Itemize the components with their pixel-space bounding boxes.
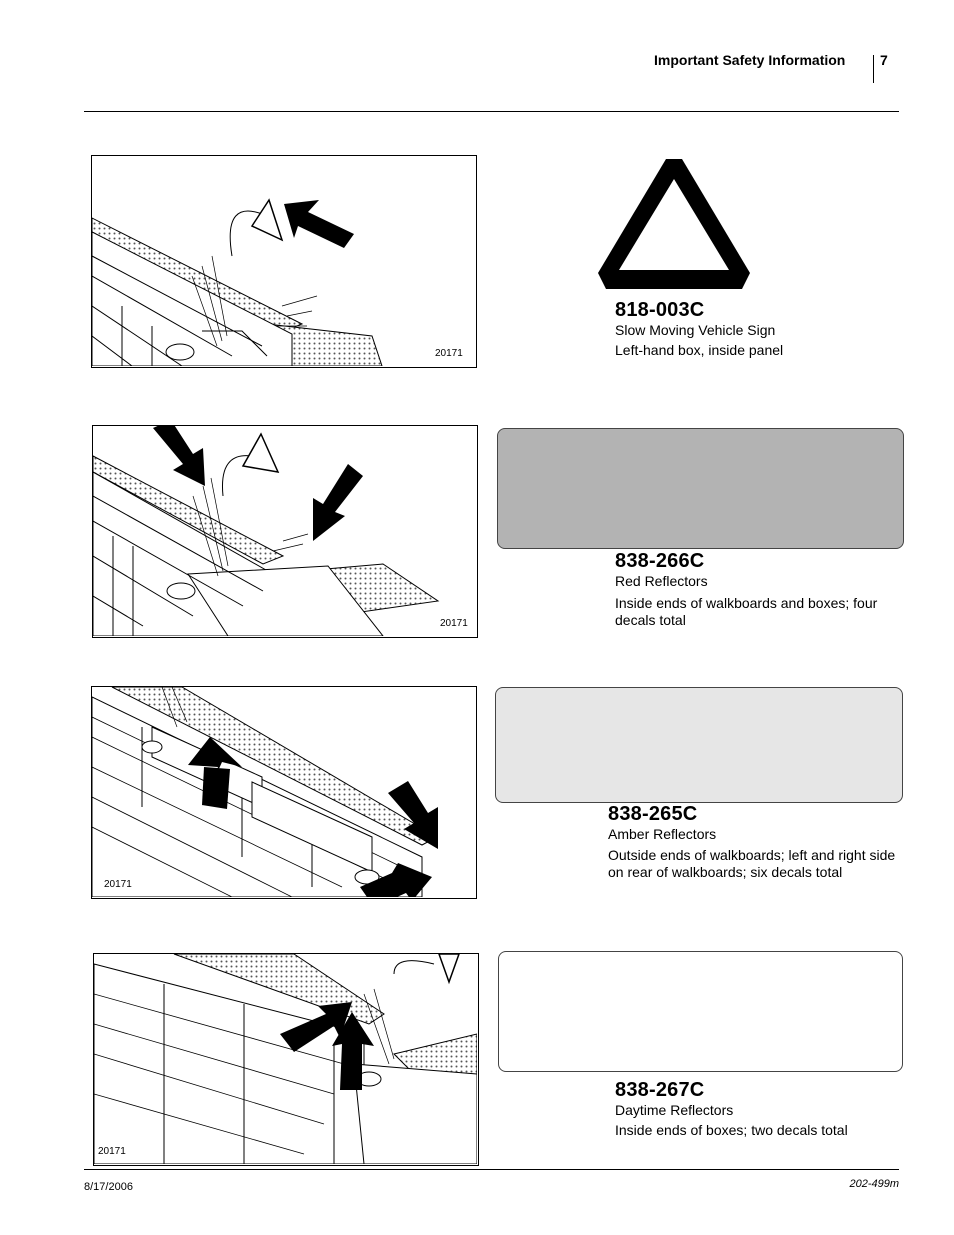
smv-sign-decal bbox=[596, 155, 752, 295]
figure-amber-reflectors-location bbox=[91, 686, 477, 899]
daytime-reflector-decal bbox=[498, 951, 903, 1072]
decal-code: 838-266C bbox=[615, 550, 705, 572]
decal-code: 838-267C bbox=[615, 1079, 705, 1101]
decal-name: Slow Moving Vehicle Sign bbox=[615, 322, 776, 338]
footer-doc-number: 202-499m bbox=[849, 1178, 899, 1190]
decal-code: 818-003C bbox=[615, 299, 705, 321]
red-reflector-decal bbox=[497, 428, 904, 549]
decal-location: Left-hand box, inside panel bbox=[615, 342, 784, 358]
decal-location: Outside ends of walkboards; left and right side on rear of walkboards; six decals total bbox=[608, 847, 896, 880]
header-separator bbox=[873, 55, 874, 83]
decal-location: Inside ends of walkboards and boxes; four decals total bbox=[615, 595, 878, 628]
figure-number: 20171 bbox=[98, 1146, 126, 1157]
decal-name: Red Reflectors bbox=[615, 573, 708, 589]
footer-rule bbox=[84, 1169, 899, 1170]
header-title: Important Safety Information bbox=[654, 52, 846, 68]
figure-daytime-reflectors-location bbox=[93, 953, 479, 1166]
decal-name: Amber Reflectors bbox=[608, 826, 717, 842]
amber-reflector-decal bbox=[495, 687, 903, 803]
figure-smv-sign-location bbox=[91, 155, 477, 368]
figure-number: 20171 bbox=[440, 618, 468, 629]
figure-red-reflectors-location bbox=[92, 425, 478, 638]
header-rule bbox=[84, 111, 899, 112]
page-number: 7 bbox=[880, 52, 888, 68]
footer-date: 8/17/2006 bbox=[84, 1181, 133, 1193]
decal-name: Daytime Reflectors bbox=[615, 1102, 734, 1118]
figure-number: 20171 bbox=[104, 879, 132, 890]
figure-number: 20171 bbox=[435, 348, 463, 359]
decal-location: Inside ends of boxes; two decals total bbox=[615, 1122, 848, 1138]
decal-code: 838-265C bbox=[608, 803, 698, 825]
